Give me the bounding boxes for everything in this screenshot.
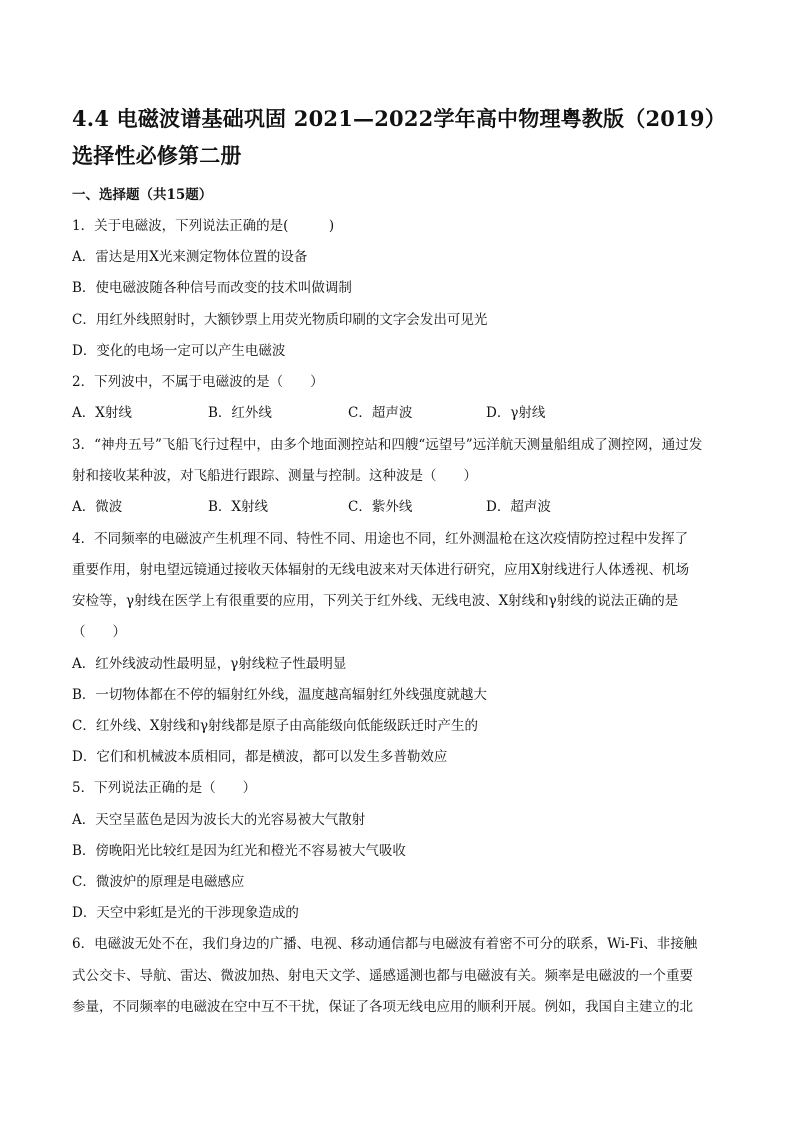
q3-option-a: A．微波 <box>72 499 123 515</box>
q1-option-b: B．使电磁波随各种信号而改变的技术叫做调制 <box>72 280 352 296</box>
q3-option-c: C．紫外线 <box>348 499 413 515</box>
q5-option-a: A．天空呈蓝色是因为波长大的光容易被大气散射 <box>72 812 366 828</box>
q4-stem-line3: 安检等，γ射线在医学上有很重要的应用，下列关于红外线、无线电波、X射线和γ射线的说法正确的是 <box>72 593 679 609</box>
q4-option-c: C．红外线、X射线和γ射线都是原子由高能级向低能级跃迁时产生的 <box>72 718 479 734</box>
q5-option-b: B．傍晚阳光比较红是因为红光和橙光不容易被大气吸收 <box>72 843 406 859</box>
q6-stem-line2: 式公交卡、导航、雷达、微波加热、射电天文学、遥感遥测也都与电磁波有关。频率是电磁波的一个重要 <box>72 968 693 984</box>
q4-stem-line1: 4．不同频率的电磁波产生机理不同、特性不同、用途也不同，红外测温枪在这次疫情防控过程中发挥了 <box>72 531 689 547</box>
q4-option-b: B．一切物体都在不停的辐射红外线，温度越高辐射红外线强度就越大 <box>72 687 487 703</box>
q3-option-b: B．X射线 <box>208 499 269 515</box>
q1-option-a: A．雷达是用X光来测定物体位置的设备 <box>72 249 308 265</box>
q2-option-d: D．γ射线 <box>486 405 546 421</box>
q6-stem-line3: 参量，不同频率的电磁波在空中互不干扰，保证了各项无线电应用的顺利开展。例如，我国自主建立的北 <box>72 999 693 1015</box>
q5-option-d: D．天空中彩虹是光的干涉现象造成的 <box>72 905 299 921</box>
q5-option-c: C．微波炉的原理是电磁感应 <box>72 874 245 890</box>
q4-stem-line4: （ ） <box>72 624 126 640</box>
q5-stem: 5．下列说法正确的是（ ） <box>72 780 257 796</box>
q1-stem: 1．关于电磁波，下列说法正确的是( ) <box>72 218 335 234</box>
q3-stem-line2: 射和接收某种波，对飞船进行跟踪、测量与控制。这种波是（ ） <box>72 468 477 484</box>
q4-stem-line2: 重要作用，射电望远镜通过接收天体辐射的无线电波来对天体进行研究，应用X射线进行人体透视、机场 <box>72 562 690 578</box>
q4-option-d: D．它们和机械波本质相同，都是横波，都可以发生多普勒效应 <box>72 749 448 765</box>
q2-option-a: A．X射线 <box>72 405 132 421</box>
q2-stem: 2．下列波中，不属于电磁波的是（ ） <box>72 374 324 390</box>
q3-stem-line1: 3．“神舟五号”飞船飞行过程中，由多个地面测控站和四艘“远望号”远洋航天测量船组成了测控网，通过发 <box>72 437 703 453</box>
q4-option-a: A．红外线波动性最明显，γ射线粒子性最明显 <box>72 656 347 672</box>
q1-option-c: C．用红外线照射时，大额钞票上用荧光物质印刷的文字会发出可见光 <box>72 312 488 328</box>
q2-option-b: B．红外线 <box>208 405 272 421</box>
document-title: 4.4 电磁波谱基础巩固 2021—2022学年高中物理粤教版（2019）选择性必修第二册 <box>72 106 716 168</box>
section-heading: 一、选择题（共15题） <box>72 187 213 203</box>
q6-stem-line1: 6．电磁波无处不在，我们身边的广播、电视、移动通信都与电磁波有着密不可分的联系，Wi-Fi、非接触 <box>72 936 698 952</box>
q3-option-d: D．超声波 <box>486 499 551 515</box>
q1-option-d: D．变化的电场一定可以产生电磁波 <box>72 343 286 359</box>
q2-option-c: C．超声波 <box>348 405 413 421</box>
